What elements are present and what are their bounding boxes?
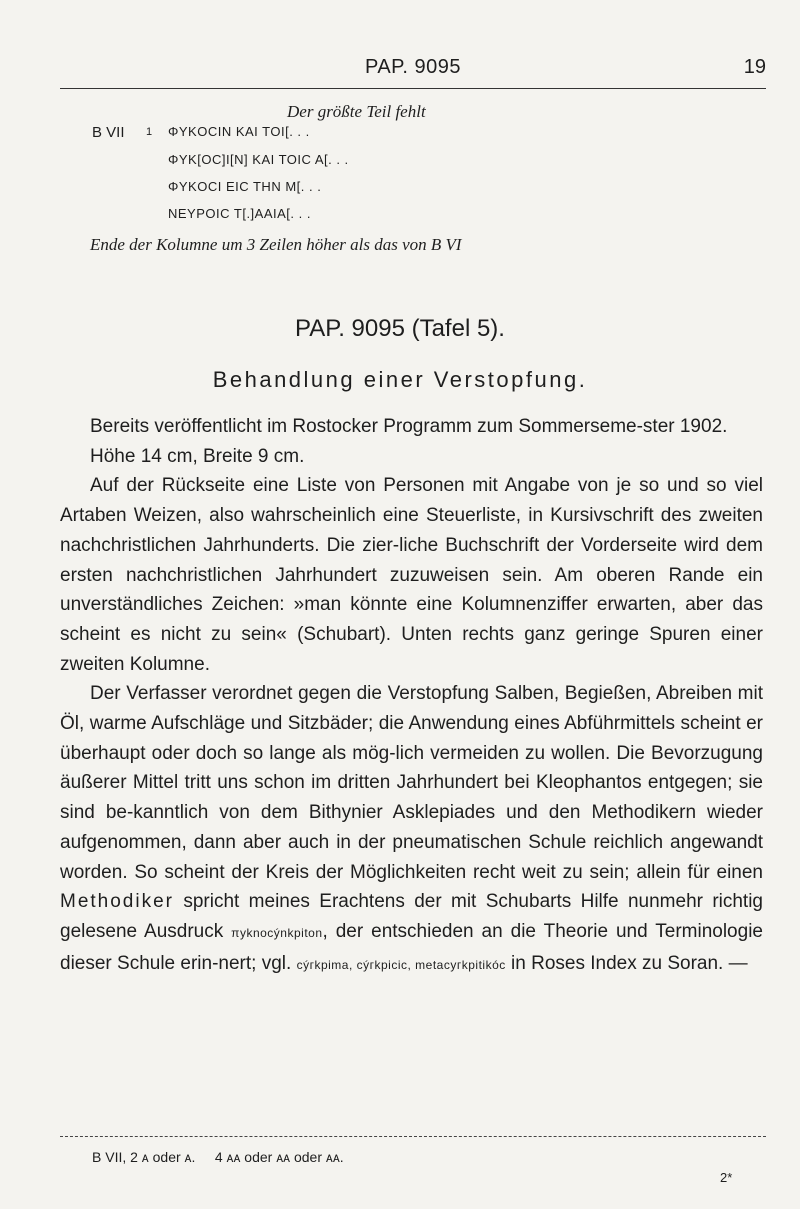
footnote-divider xyxy=(60,1136,766,1137)
papyrus-title: PAP. 9095 (Tafel 5). xyxy=(295,315,505,342)
paragraph-description: Auf der Rückseite eine Liste von Personen mit Angabe von je so und so viel Artaben Weizen, also wahrscheinlich eine Steuerliste, in Kursivschrift des zweiten nachchristlichen Jahrhunderts. Die zier-liche Buchschrift der Vorderseite wird dem ersten nachchristlichen Jahrhundert zuzuweisen sein. Am oberen Rande ein unverständliches Zeichen: »man könnte eine Kolumnenziffer erwarten, aber das scheint es nicht zu sein« (Schubart). Unten rechts ganz geringe Spuren einer zweiten Kolumne. xyxy=(60,475,763,675)
paragraph-commentary: Der Verfasser verordnet gegen die Verstopfung Salben, Begießen, Abreiben mit Öl, warme Aufschläge und Sitzbäder; die Anwendung eines Abführmittels scheint er überhaupt oder doch so lange als mög-lich vermeiden zu wollen. Die Bevorzugung äußerer Mittel tritt uns schon im dritten Jahrhundert bei Kleophantos entgegen; sie sind be-kanntlich von dem Bithynier Asklepiades und den Methodikern wieder aufgenommen, dann aber auch in der pneumatischen Schule reichlich angewandt worden. So scheint der Kreis der Möglichkeiten recht weit zu sein; allein für einen Methodiker spricht meines Erachtens der mit Schubarts Hilfe nunmehr richtig gelesene Ausdruck πyknocýnkpiton, der entschieden an die Theorie und Terminologie dieser Schule erin-nert; vgl. cýгkpima, cýгkpicic, metacyгkpitikóc in Roses Index zu Soran. — xyxy=(60,683,763,974)
line-number: 1 xyxy=(146,126,153,138)
column-end-note: Ende der Kolumne um 3 Zeilen höher als das von B VI xyxy=(90,235,462,254)
greek-terms: cýгkpima, cýгkpicic, metacyгkpitikóc xyxy=(296,957,506,972)
spaced-term: Methodiker xyxy=(60,891,174,913)
greek-line-4: NEYPOIC T[.]AAIA[. . . xyxy=(168,206,311,221)
running-header xyxy=(60,48,766,89)
page-number: 19 xyxy=(743,56,766,78)
sheet-signature: 2* xyxy=(720,1170,733,1185)
greek-line-2: ΦYK[OC]I[N] KAI TOIC A[. . . xyxy=(168,152,349,167)
paragraph-publication: Bereits veröffentlicht im Rostocker Programm zum Sommerseme-ster 1902. xyxy=(90,416,728,437)
paragraph-dimensions: Höhe 14 cm, Breite 9 cm. xyxy=(90,445,305,467)
fragment-siglum: B VII xyxy=(92,124,125,141)
papyrus-subtitle: Behandlung einer Verstopfung. xyxy=(212,367,588,392)
greek-line-3: ΦYKOCI EIC THN M[. . . xyxy=(168,179,322,194)
footnote: B VII, 2 ᴀ oder ᴀ. 4 ᴀᴀ oder ᴀᴀ oder ᴀᴀ. xyxy=(92,1149,344,1165)
body-text xyxy=(60,412,763,980)
running-head: PAP. 9095 xyxy=(364,56,462,78)
greek-term: πyknocýnkpiton xyxy=(231,925,323,940)
fragment-title: Der größte Teil fehlt xyxy=(287,102,426,121)
greek-line-1: ΦYKOCIN KAI TOI[. . . xyxy=(168,124,310,139)
